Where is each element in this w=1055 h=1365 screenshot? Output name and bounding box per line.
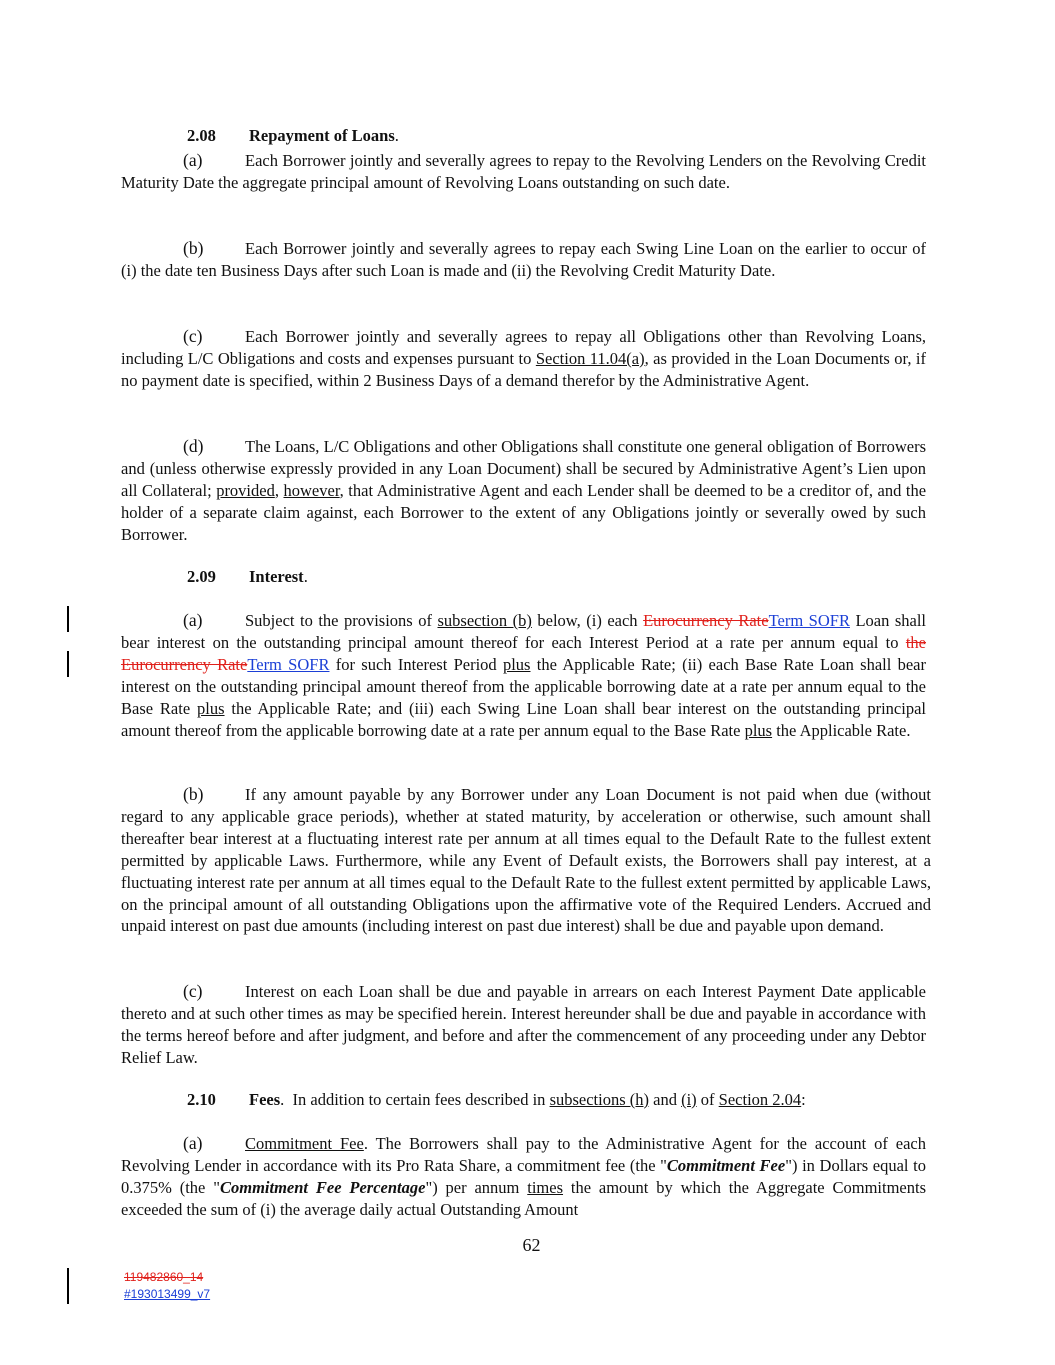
subsection-reference-link[interactable]: subsections (h) bbox=[549, 1090, 650, 1109]
footer-deleted-doc-id: 119482860_14 bbox=[124, 1270, 204, 1284]
underlined-term: plus bbox=[502, 654, 531, 674]
text-run: the Applicable Rate; and (iii) each Swing Line Loan shall bear interest on the outstanding principal amount thereof from the applicable borrowing date at a rate per annum equal to the Base Rate bbox=[121, 698, 926, 740]
paragraph-2-09-b bbox=[121, 784, 931, 937]
paragraph-2-08-c bbox=[121, 326, 926, 392]
page-number: 62 bbox=[522, 1235, 541, 1255]
section-heading-2-09: 2.09 Interest. bbox=[187, 567, 308, 586]
paragraph-label: (c) bbox=[183, 326, 203, 346]
inserted-text: Term SOFR bbox=[768, 611, 850, 630]
section-number: 2.09 bbox=[187, 567, 216, 586]
inserted-text: Term SOFR bbox=[247, 654, 330, 674]
text-run: Loan shall bear interest on the outstanding principal amount thereof for each Interest Period at a rate per annum equal to bbox=[121, 611, 927, 652]
text-run: Subject to the provisions of bbox=[245, 611, 438, 630]
paragraph-text: Each Borrower jointly and severally agrees to repay to the Revolving Lenders on the Revolving Credit Maturity Date the aggregate principal amount of Revolving Loans outstanding on such date. bbox=[121, 151, 926, 192]
text-run: ") per annum bbox=[425, 1177, 528, 1197]
text-run: ") in Dollars equal to 0.375% (the " bbox=[121, 1155, 926, 1197]
paragraph-label: (b) bbox=[183, 238, 204, 258]
text-run: of bbox=[696, 1090, 719, 1109]
text-run: , bbox=[274, 480, 284, 500]
change-bar bbox=[67, 651, 69, 677]
deleted-text: Eurocurrency Rate bbox=[643, 611, 769, 630]
text-run: . The Borrowers shall pay to the Administrative Agent for the account of each Revolving Lender in accordance with its Pro Rata Share, a commitment fee (the " bbox=[121, 1134, 926, 1175]
deleted-text: the Eurocurrency Rate bbox=[121, 632, 926, 674]
text-run: and bbox=[649, 1090, 682, 1109]
change-bar bbox=[67, 1268, 69, 1304]
text-run: In addition to certain fees described in bbox=[292, 1090, 550, 1109]
text-run: , as provided in the Loan Documents or, if no payment date is specified, within 2 Business Days of a demand therefor by the Administrative Agent. bbox=[121, 348, 927, 390]
text-run: the Applicable Rate. bbox=[772, 720, 911, 740]
underlined-term: plus bbox=[744, 720, 773, 740]
section-reference-link[interactable]: Section 2.04 bbox=[718, 1090, 802, 1109]
subsection-reference-link[interactable]: subsection (b) bbox=[437, 611, 532, 630]
underlined-term: plus bbox=[197, 698, 225, 718]
text-run: the amount by which the Aggregate Commitments exceeded the sum of (i) the average daily actual Outstanding Amount bbox=[121, 1177, 927, 1219]
text-run: , that Administrative Agent and each Lender shall be deemed to be a creditor of, and the holder of a separate claim against, each Borrower to the extent of any Obligations jointly or severally owed by such Borrower. bbox=[121, 480, 927, 544]
section-heading-2-10: 2.10 Fees. In addition to certain fees described in subsections (h) and (i) of Section 2.04: bbox=[187, 1090, 806, 1109]
paragraph-text: If any amount payable by any Borrower under any Loan Document is not paid when due (without regard to any applicable grace periods), whether at stated maturity, by acceleration or otherwise, such amount shall thereafter bear interest at a fluctuating interest rate per annum at all times equal to the Default Rate to the fullest extent permitted by applicable Laws. Furthermore, while any Event of Default exists, the Borrowers shall pay interest, at a fluctuating interest rate per annum at all times equal to the Default Rate to the fullest extent permitted by applicable Laws, on the principal amount of all outstanding Obligations upon the affirmative vote of the Required Lenders. Accrued and unpaid interest on past due amounts (including interest on past due interest) shall be due and payable upon demand. bbox=[121, 785, 931, 936]
paragraph-label: (a) bbox=[183, 150, 203, 170]
section-title: Repayment of Loans bbox=[249, 126, 395, 145]
paragraph-2-08-b bbox=[121, 238, 926, 282]
defined-term: Commitment Fee bbox=[666, 1155, 786, 1175]
paragraph-2-10-a bbox=[121, 1133, 926, 1221]
change-bar bbox=[67, 606, 69, 632]
paragraph-2-08-a bbox=[121, 150, 926, 194]
section-number: 2.08 bbox=[187, 126, 216, 145]
subsection-reference-link[interactable]: (i) bbox=[681, 1090, 697, 1109]
footer-inserted-doc-id: #193013499_v7 bbox=[124, 1287, 211, 1301]
paragraph-text: Interest on each Loan shall be due and payable in arrears on each Interest Payment Date applicable thereto and at such other times as may be specified herein. Interest hereunder shall be due and payable in accordance with the terms hereof before and after judgment, and before and after the commencement of any proceeding under any Debtor Relief Law. bbox=[121, 982, 926, 1067]
section-title: Interest bbox=[249, 567, 304, 586]
section-reference-link[interactable]: Section 11.04(a) bbox=[535, 348, 645, 368]
underlined-term: however bbox=[283, 480, 340, 500]
underlined-term: times bbox=[527, 1177, 564, 1197]
defined-term: Commitment Fee Percentage bbox=[220, 1177, 426, 1197]
text-run: for such Interest Period bbox=[329, 654, 503, 674]
underlined-term: Commitment Fee bbox=[245, 1134, 364, 1153]
paragraph-label: (a) bbox=[183, 610, 203, 630]
text-run: : bbox=[801, 1090, 806, 1109]
section-title: Fees bbox=[249, 1090, 281, 1109]
paragraph-text: Each Borrower jointly and severally agrees to repay each Swing Line Loan on the earlier to occur of (i) the date ten Business Days after such Loan is made and (ii) the Revolving Credit Maturity Date. bbox=[121, 239, 926, 280]
text-run: the Applicable Rate; (ii) each Base Rate Loan shall bear interest on the outstanding principal amount thereof from the applicable borrowing date at a rate per annum equal to the Base Rate bbox=[121, 654, 926, 718]
text-run: Each Borrower jointly and severally agrees to repay all Obligations other than Revolving Loans, including L/C Obligations and costs and expenses pursuant to bbox=[121, 327, 926, 368]
text-run: below, (i) each bbox=[531, 611, 644, 630]
underlined-term: provided bbox=[216, 480, 275, 500]
paragraph-2-09-c bbox=[121, 981, 926, 1069]
paragraph-label: (b) bbox=[183, 784, 204, 804]
section-heading-2-08: 2.08 Repayment of Loans. bbox=[187, 126, 399, 145]
text-run: The Loans, L/C Obligations and other Obligations shall constitute one general obligation of Borrowers and (unless otherwise expressly provided in any Loan Document) shall be secured by Administrative Agent’s Lien upon all Collateral; bbox=[121, 437, 926, 500]
paragraph-label: (d) bbox=[183, 436, 204, 456]
paragraph-2-09-a bbox=[121, 610, 926, 741]
paragraph-label: (a) bbox=[183, 1133, 203, 1153]
paragraph-2-08-d bbox=[121, 436, 926, 546]
paragraph-label: (c) bbox=[183, 981, 203, 1001]
section-number: 2.10 bbox=[187, 1090, 216, 1109]
